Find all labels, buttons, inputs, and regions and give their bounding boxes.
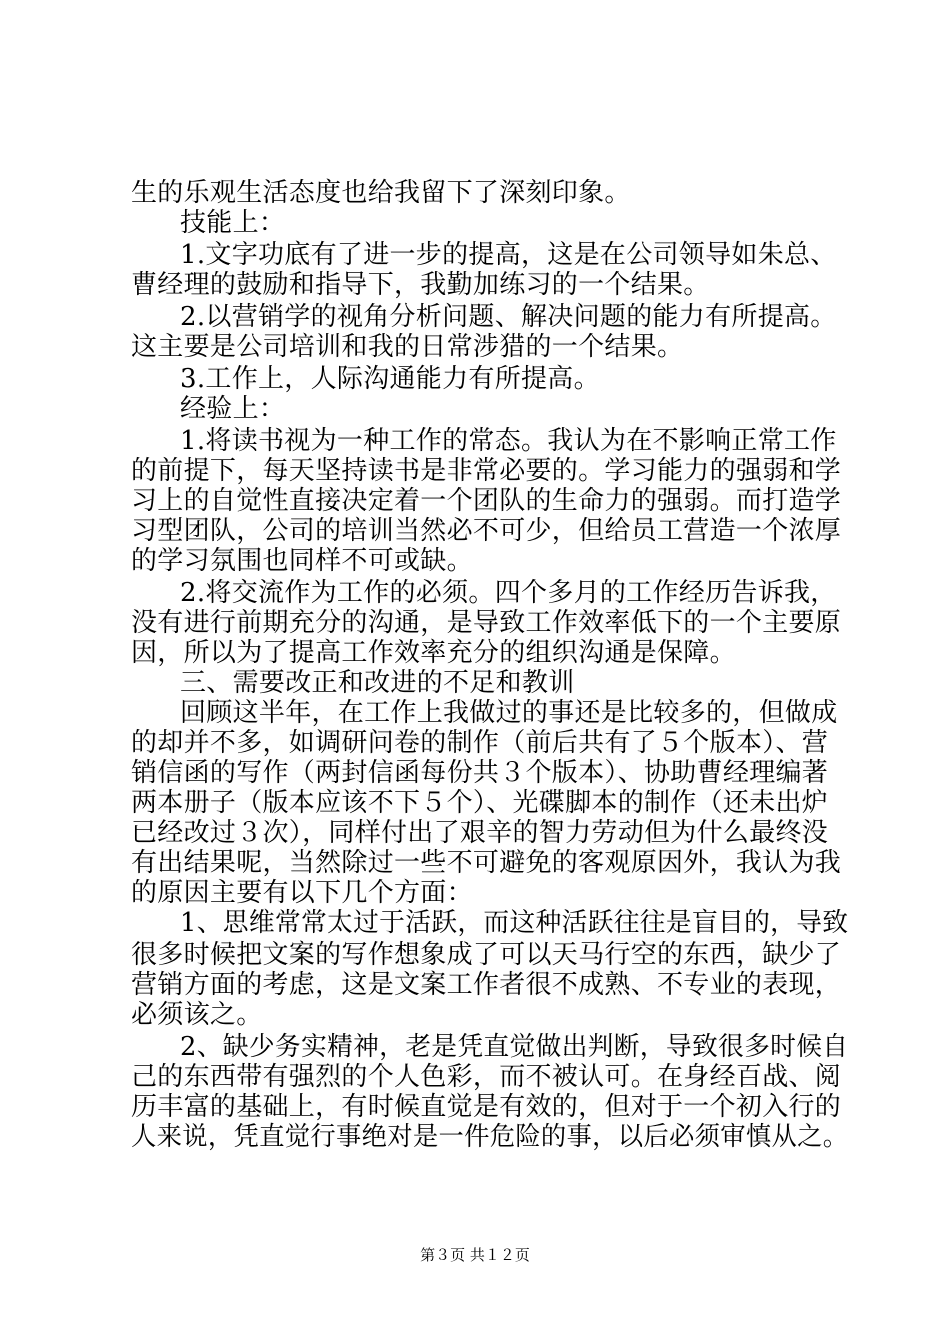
body-text-line: 2.将交流作为工作的必须。四个多月的工作经历告诉我， [180, 578, 837, 608]
section-heading-lessons: 三、需要改正和改进的不足和教训 [180, 668, 575, 698]
body-text-line: 习型团队，公司的培训当然必不可少，但给员工营造一个浓厚 [131, 516, 842, 546]
body-text-line: 这主要是公司培训和我的日常涉猎的一个结果。 [131, 332, 684, 362]
body-text-line: 生的乐观生活态度也给我留下了深刻印象。 [131, 178, 631, 208]
body-text-line: 回顾这半年，在工作上我做过的事还是比较多的，但做成 [180, 698, 838, 728]
body-text-line: 必须该之。 [131, 1000, 263, 1030]
body-text-line: 的原因主要有以下几个方面： [131, 878, 473, 908]
body-text-line: 1、思维常常太过于活跃，而这种活跃往往是盲目的，导致 [180, 908, 849, 938]
body-text-line: 曹经理的鼓励和指导下，我勤加练习的一个结果。 [131, 270, 710, 300]
body-text-line: 很多时候把文案的写作想象成了可以天马行空的东西，缺少了 [131, 940, 842, 970]
section-heading-skills: 技能上： [180, 208, 286, 238]
body-text-line: 的学习氛围也同样不可或缺。 [131, 546, 473, 576]
body-text-line: 没有进行前期充分的沟通，是导致工作效率低下的一个主要原 [131, 608, 842, 638]
body-text-line: 习上的自觉性直接决定着一个团队的生命力的强弱。而打造学 [131, 486, 842, 516]
body-text-line: 的前提下，每天坚持读书是非常必要的。学习能力的强弱和学 [131, 456, 842, 486]
body-text-line: 1.文字功底有了进一步的提高，这是在公司领导如朱总、 [180, 240, 837, 270]
body-text-line: 两本册子（版本应该不下５个）、光碟脚本的制作（还未出炉 [131, 788, 829, 818]
body-text-line: 历丰富的基础上，有时候直觉是有效的，但对于一个初入行的 [131, 1092, 842, 1122]
body-text-line: 人来说，凭直觉行事绝对是一件危险的事，以后必须审慎从之。 [131, 1122, 849, 1152]
body-text-line: 2、缺少务实精神，老是凭直觉做出判断，导致很多时候自 [180, 1032, 849, 1062]
body-text-line: 3.工作上，人际沟通能力有所提高。 [180, 364, 600, 394]
body-text-line: 己的东西带有强烈的个人色彩，而不被认可。在身经百战、阅 [131, 1062, 842, 1092]
body-text-line: 有出结果呢，当然除过一些不可避免的客观原因外，我认为我 [131, 848, 842, 878]
body-text-line: 因，所以为了提高工作效率充分的组织沟通是保障。 [131, 638, 736, 668]
body-text-line: 已经改过３次），同样付出了艰辛的智力劳动但为什么最终没 [131, 818, 829, 848]
body-text-line: 的却并不多，如调研问卷的制作（前后共有了５个版本）、营 [131, 728, 829, 758]
section-heading-experience: 经验上： [180, 394, 286, 424]
body-text-line: 1.将读书视为一种工作的常态。我认为在不影响正常工作 [180, 426, 837, 456]
page-number-footer: 第３页 共１２页 [420, 1246, 530, 1264]
body-text-line: 2.以营销学的视角分析问题、解决问题的能力有所提高。 [180, 302, 837, 332]
body-text-line: 销信函的写作（两封信函每份共３个版本）、协助曹经理编著 [131, 758, 829, 788]
body-text-line: 营销方面的考虑，这是文案工作者很不成熟、不专业的表现， [131, 970, 842, 1000]
